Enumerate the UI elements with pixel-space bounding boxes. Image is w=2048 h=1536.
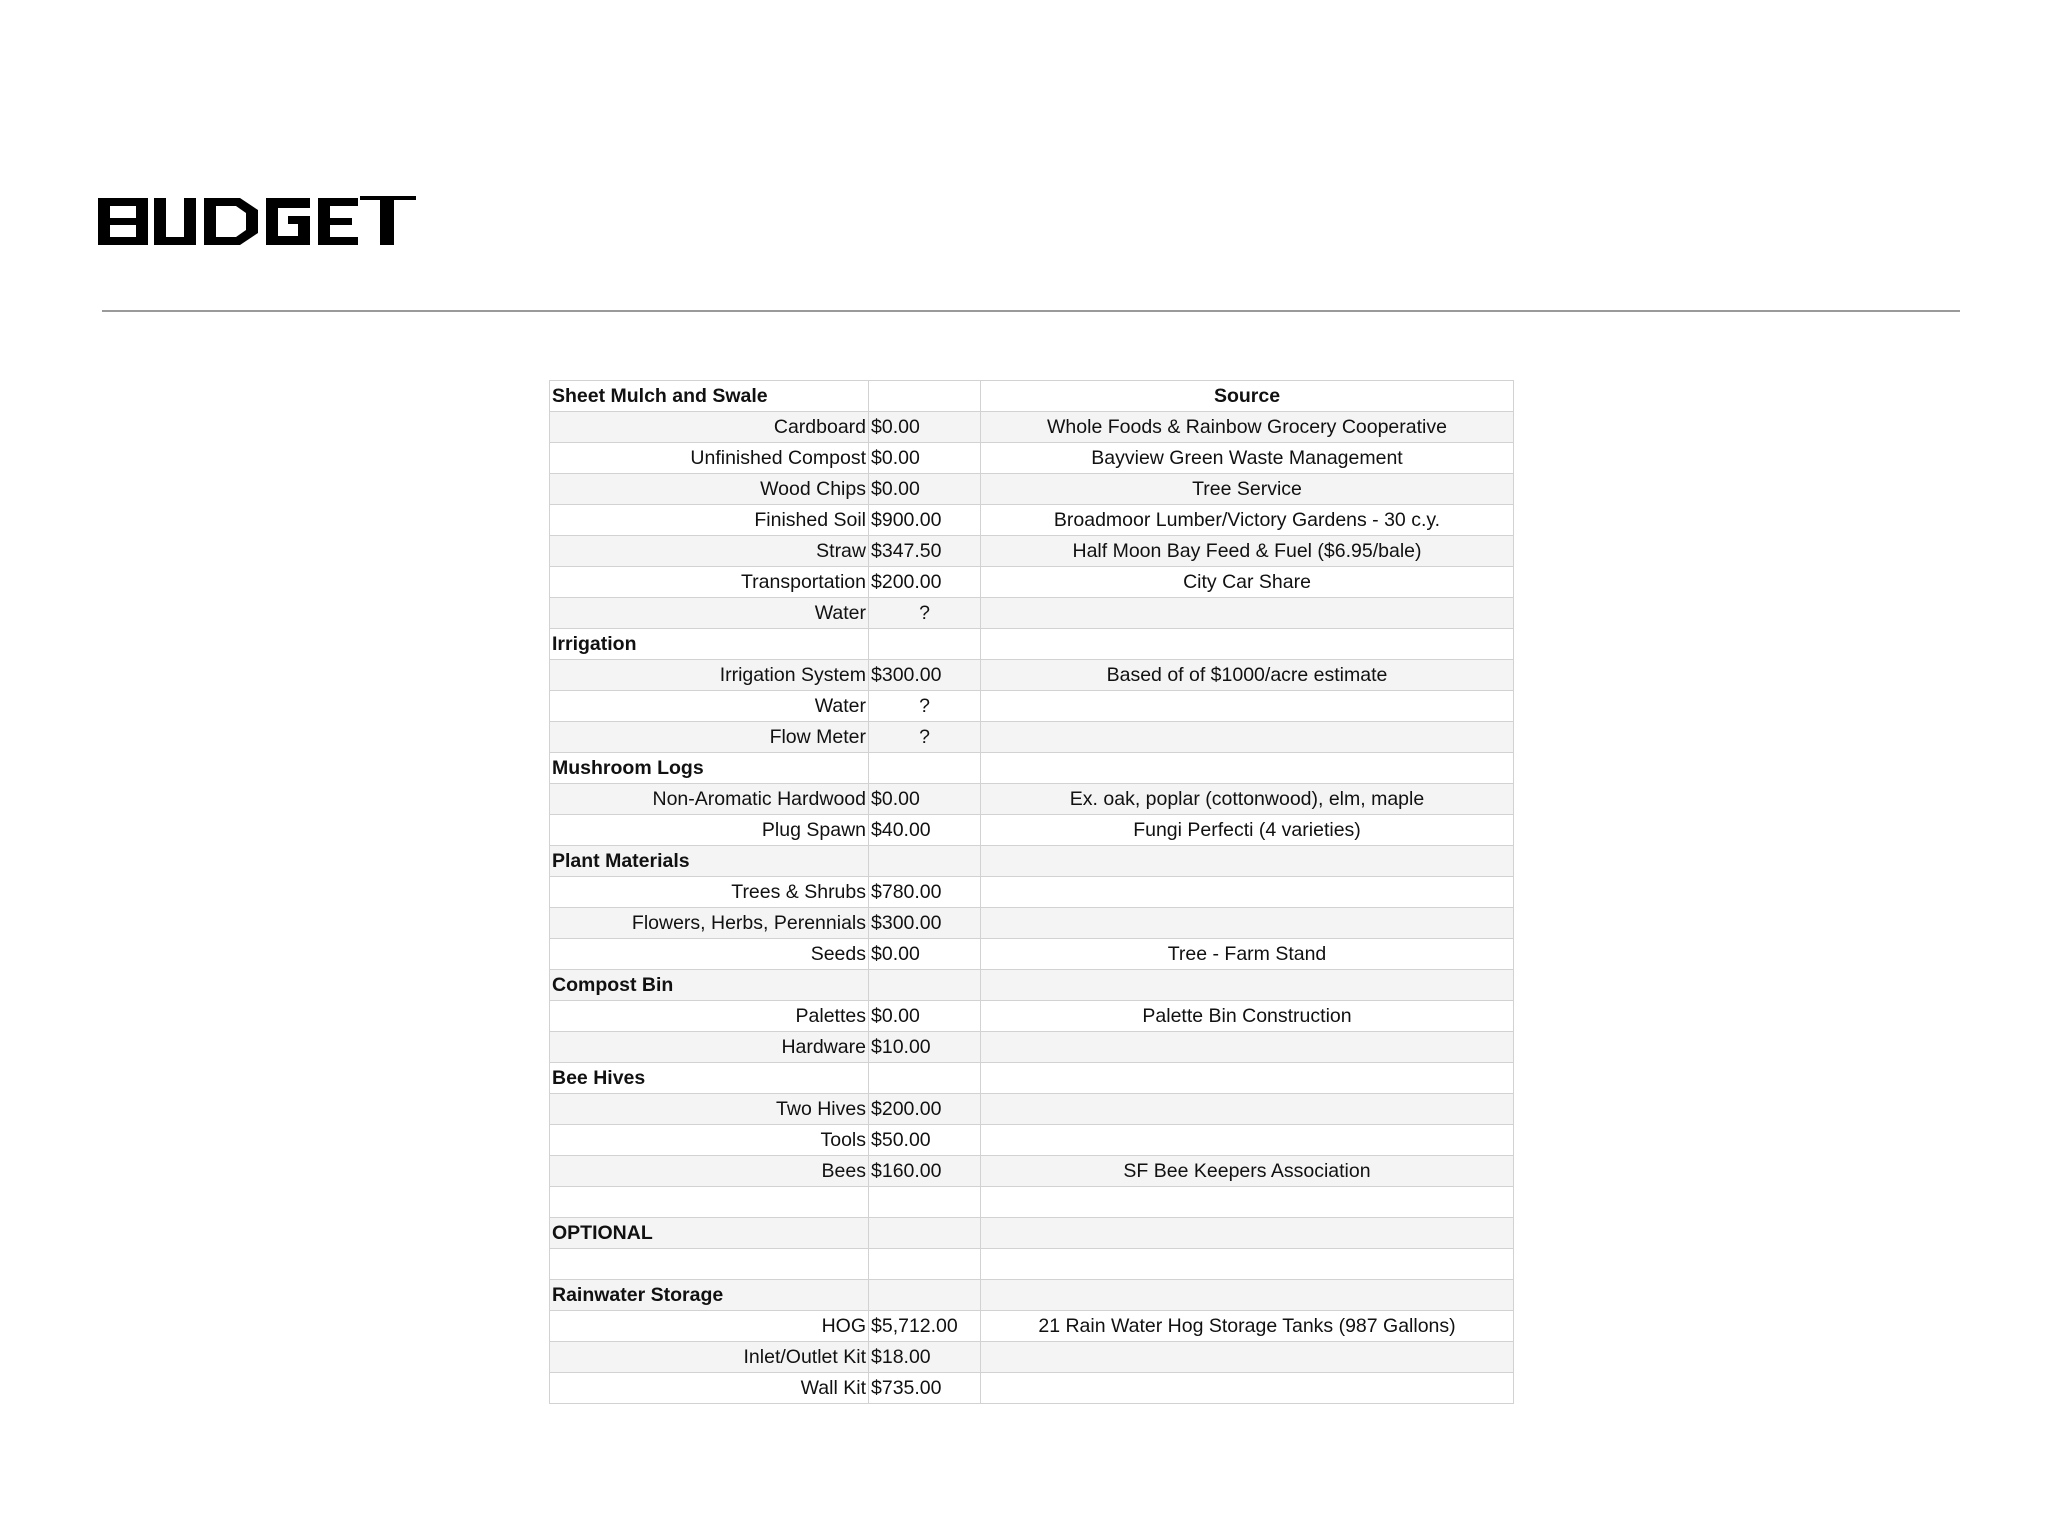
cost-cell: $780.00 xyxy=(869,877,981,908)
cost-cell: ? xyxy=(869,598,981,629)
table-row xyxy=(550,567,1514,598)
item-label: Non-Aromatic Hardwood xyxy=(550,784,869,815)
cost-cell: $0.00 xyxy=(869,474,981,505)
cost-cell: $0.00 xyxy=(869,443,981,474)
source-cell xyxy=(981,1063,1514,1094)
table-row xyxy=(550,1373,1514,1404)
table-row xyxy=(550,660,1514,691)
item-label: Water xyxy=(550,691,869,722)
source-cell xyxy=(981,908,1514,939)
item-label: Two Hives xyxy=(550,1094,869,1125)
table-row xyxy=(550,1311,1514,1342)
table-row xyxy=(550,877,1514,908)
item-label: Plug Spawn xyxy=(550,815,869,846)
cost-cell xyxy=(869,970,981,1001)
source-cell: Whole Foods & Rainbow Grocery Cooperative xyxy=(981,412,1514,443)
table-row xyxy=(550,908,1514,939)
table-row xyxy=(550,691,1514,722)
header-source-cell: Source xyxy=(981,381,1514,412)
cost-cell: $300.00 xyxy=(869,908,981,939)
source-cell xyxy=(981,598,1514,629)
cost-cell xyxy=(869,1063,981,1094)
cost-cell: $160.00 xyxy=(869,1156,981,1187)
source-cell: Tree Service xyxy=(981,474,1514,505)
cost-cell: $735.00 xyxy=(869,1373,981,1404)
item-label: Cardboard xyxy=(550,412,869,443)
source-cell xyxy=(981,629,1514,660)
source-cell: Based of of $1000/acre estimate xyxy=(981,660,1514,691)
item-label: Unfinished Compost xyxy=(550,443,869,474)
item-label: Seeds xyxy=(550,939,869,970)
source-cell: Bayview Green Waste Management xyxy=(981,443,1514,474)
optional-row xyxy=(550,1218,1514,1249)
source-cell xyxy=(981,1187,1514,1218)
source-cell xyxy=(981,846,1514,877)
table-row xyxy=(550,1156,1514,1187)
source-cell: 21 Rain Water Hog Storage Tanks (987 Gallons) xyxy=(981,1311,1514,1342)
item-label xyxy=(550,1249,869,1280)
section-label: Rainwater Storage xyxy=(550,1280,869,1311)
cost-cell: ? xyxy=(869,722,981,753)
source-cell: Ex. oak, poplar (cottonwood), elm, maple xyxy=(981,784,1514,815)
source-cell xyxy=(981,1342,1514,1373)
source-cell xyxy=(981,1032,1514,1063)
source-cell: Tree - Farm Stand xyxy=(981,939,1514,970)
source-cell xyxy=(981,1094,1514,1125)
cost-cell xyxy=(869,753,981,784)
item-label: Straw xyxy=(550,536,869,567)
source-cell xyxy=(981,722,1514,753)
source-cell xyxy=(981,877,1514,908)
header-cost-cell xyxy=(869,381,981,412)
cost-cell: $900.00 xyxy=(869,505,981,536)
source-cell: SF Bee Keepers Association xyxy=(981,1156,1514,1187)
source-cell xyxy=(981,753,1514,784)
source-cell xyxy=(981,1125,1514,1156)
table-row xyxy=(550,722,1514,753)
section-label: Mushroom Logs xyxy=(550,753,869,784)
table-row xyxy=(550,1342,1514,1373)
cost-cell: $10.00 xyxy=(869,1032,981,1063)
table-row xyxy=(550,939,1514,970)
item-label: HOG xyxy=(550,1311,869,1342)
item-label: Irrigation System xyxy=(550,660,869,691)
source-cell: Half Moon Bay Feed & Fuel ($6.95/bale) xyxy=(981,536,1514,567)
cost-cell: $50.00 xyxy=(869,1125,981,1156)
item-label: Flow Meter xyxy=(550,722,869,753)
cost-cell: $200.00 xyxy=(869,567,981,598)
header-category-cell: Sheet Mulch and Swale xyxy=(550,381,869,412)
item-label: Wall Kit xyxy=(550,1373,869,1404)
item-label: Wood Chips xyxy=(550,474,869,505)
table-row xyxy=(550,1001,1514,1032)
item-label: Transportation xyxy=(550,567,869,598)
table-row xyxy=(550,505,1514,536)
section-row xyxy=(550,846,1514,877)
source-cell xyxy=(981,1373,1514,1404)
cost-cell: $5,712.00 xyxy=(869,1311,981,1342)
cost-cell: $200.00 xyxy=(869,1094,981,1125)
section-row xyxy=(550,629,1514,660)
item-label: Trees & Shrubs xyxy=(550,877,869,908)
source-cell: Palette Bin Construction xyxy=(981,1001,1514,1032)
blank-row xyxy=(550,1187,1514,1218)
item-label: Inlet/Outlet Kit xyxy=(550,1342,869,1373)
cost-cell: $18.00 xyxy=(869,1342,981,1373)
blank-row xyxy=(550,1249,1514,1280)
table-row xyxy=(550,474,1514,505)
table-row xyxy=(550,598,1514,629)
section-row xyxy=(550,753,1514,784)
source-cell: Fungi Perfecti (4 varieties) xyxy=(981,815,1514,846)
cost-cell: $0.00 xyxy=(869,939,981,970)
item-label: Finished Soil xyxy=(550,505,869,536)
table-row xyxy=(550,815,1514,846)
item-label: Palettes xyxy=(550,1001,869,1032)
budget-logo xyxy=(98,196,416,248)
cost-cell: ? xyxy=(869,691,981,722)
table-row xyxy=(550,784,1514,815)
source-cell xyxy=(981,691,1514,722)
cost-cell: $0.00 xyxy=(869,412,981,443)
item-label: Water xyxy=(550,598,869,629)
cost-cell xyxy=(869,1218,981,1249)
source-cell: Broadmoor Lumber/Victory Gardens - 30 c.y. xyxy=(981,505,1514,536)
header-divider xyxy=(102,310,1960,312)
source-cell: City Car Share xyxy=(981,567,1514,598)
section-label: Bee Hives xyxy=(550,1063,869,1094)
table-row xyxy=(550,1094,1514,1125)
table-row xyxy=(550,1032,1514,1063)
item-label: Bees xyxy=(550,1156,869,1187)
budget-table xyxy=(549,380,1514,1404)
section-label: Irrigation xyxy=(550,629,869,660)
item-label xyxy=(550,1187,869,1218)
cost-cell: $347.50 xyxy=(869,536,981,567)
cost-cell xyxy=(869,1187,981,1218)
cost-cell: $0.00 xyxy=(869,784,981,815)
table-header-row xyxy=(550,381,1514,412)
cost-cell: $0.00 xyxy=(869,1001,981,1032)
item-label: Hardware xyxy=(550,1032,869,1063)
cost-cell: $40.00 xyxy=(869,815,981,846)
table-row xyxy=(550,1125,1514,1156)
source-cell xyxy=(981,1280,1514,1311)
cost-cell xyxy=(869,846,981,877)
section-row xyxy=(550,1280,1514,1311)
section-label: Plant Materials xyxy=(550,846,869,877)
section-row xyxy=(550,1063,1514,1094)
source-cell xyxy=(981,1218,1514,1249)
cost-cell xyxy=(869,1249,981,1280)
optional-label: OPTIONAL xyxy=(550,1218,869,1249)
cost-cell xyxy=(869,1280,981,1311)
cost-cell: $300.00 xyxy=(869,660,981,691)
section-label: Compost Bin xyxy=(550,970,869,1001)
item-label: Flowers, Herbs, Perennials xyxy=(550,908,869,939)
source-cell xyxy=(981,970,1514,1001)
table-row xyxy=(550,412,1514,443)
cost-cell xyxy=(869,629,981,660)
table-row xyxy=(550,443,1514,474)
section-row xyxy=(550,970,1514,1001)
table-row xyxy=(550,536,1514,567)
source-cell xyxy=(981,1249,1514,1280)
item-label: Tools xyxy=(550,1125,869,1156)
